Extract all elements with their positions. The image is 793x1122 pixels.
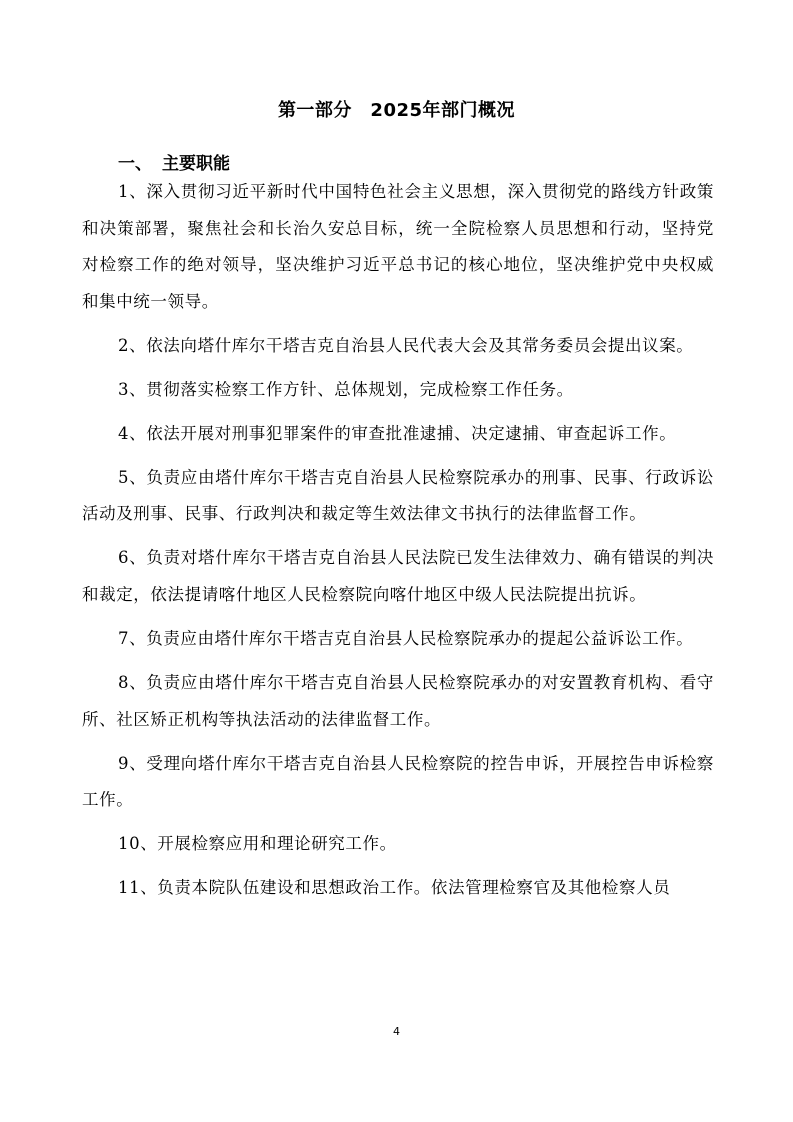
section-heading (118, 149, 230, 174)
paragraph: 5、负责应由塔什库尔干塔吉克自治县人民检察院承办的刑事、民事、行政诉讼活动及刑事、民事、行政判决和裁定等生效法律文书执行的法律监督工作。 (82, 467, 714, 524)
paragraph: 3、贯彻落实检察工作方针、总体规划，完成检察工作任务。 (118, 379, 574, 399)
paragraph: 4、依法开展对刑事犯罪案件的审查批准逮捕、决定逮捕、审查起诉工作。 (118, 423, 677, 443)
paragraph: 11、负责本院队伍建设和思想政治工作。依法管理检察官及其他检察人员 (118, 878, 671, 898)
paragraph: 1、深入贯彻习近平新时代中国特色社会主义思想，深入贯彻党的路线方针政策和决策部署，聚焦社会和长治久安总目标，统一全院检察人员思想和行动，坚持党对检察工作的绝对领导，坚决维护习近平总书记的核心地位，坚决维护党中央权威和集中统一领导。 (82, 182, 714, 311)
paragraph: 6、负责对塔什库尔干塔吉克自治县人民法院已发生法律效力、确有错误的判决和裁定，依法提请喀什地区人民检察院向喀什地区中级人民法院提出抗诉。 (82, 548, 714, 604)
document-body (82, 174, 714, 915)
paragraph: 9、受理向塔什库尔干塔吉克自治县人民检察院的控告申诉，开展控告申诉检察工作。 (82, 753, 714, 810)
section-title: 主要职能 (162, 154, 230, 174)
paragraph: 7、负责应由塔什库尔干塔吉克自治县人民检察院承办的提起公益诉讼工作。 (118, 629, 694, 649)
paragraph: 2、依法向塔什库尔干塔吉克自治县人民代表大会及其常务委员会提出议案。 (118, 335, 694, 355)
page-number: 4 (393, 1025, 400, 1038)
paragraph: 10、开展检察应用和理论研究工作。 (118, 834, 397, 854)
paragraph: 8、负责应由塔什库尔干塔吉克自治县人民检察院承办的对安置教育机构、看守所、社区矫正机构等执法活动的法律监督工作。 (82, 673, 714, 729)
section-number: 一、 (118, 154, 152, 174)
page-title: 第一部分 2025年部门概况 (277, 100, 516, 121)
